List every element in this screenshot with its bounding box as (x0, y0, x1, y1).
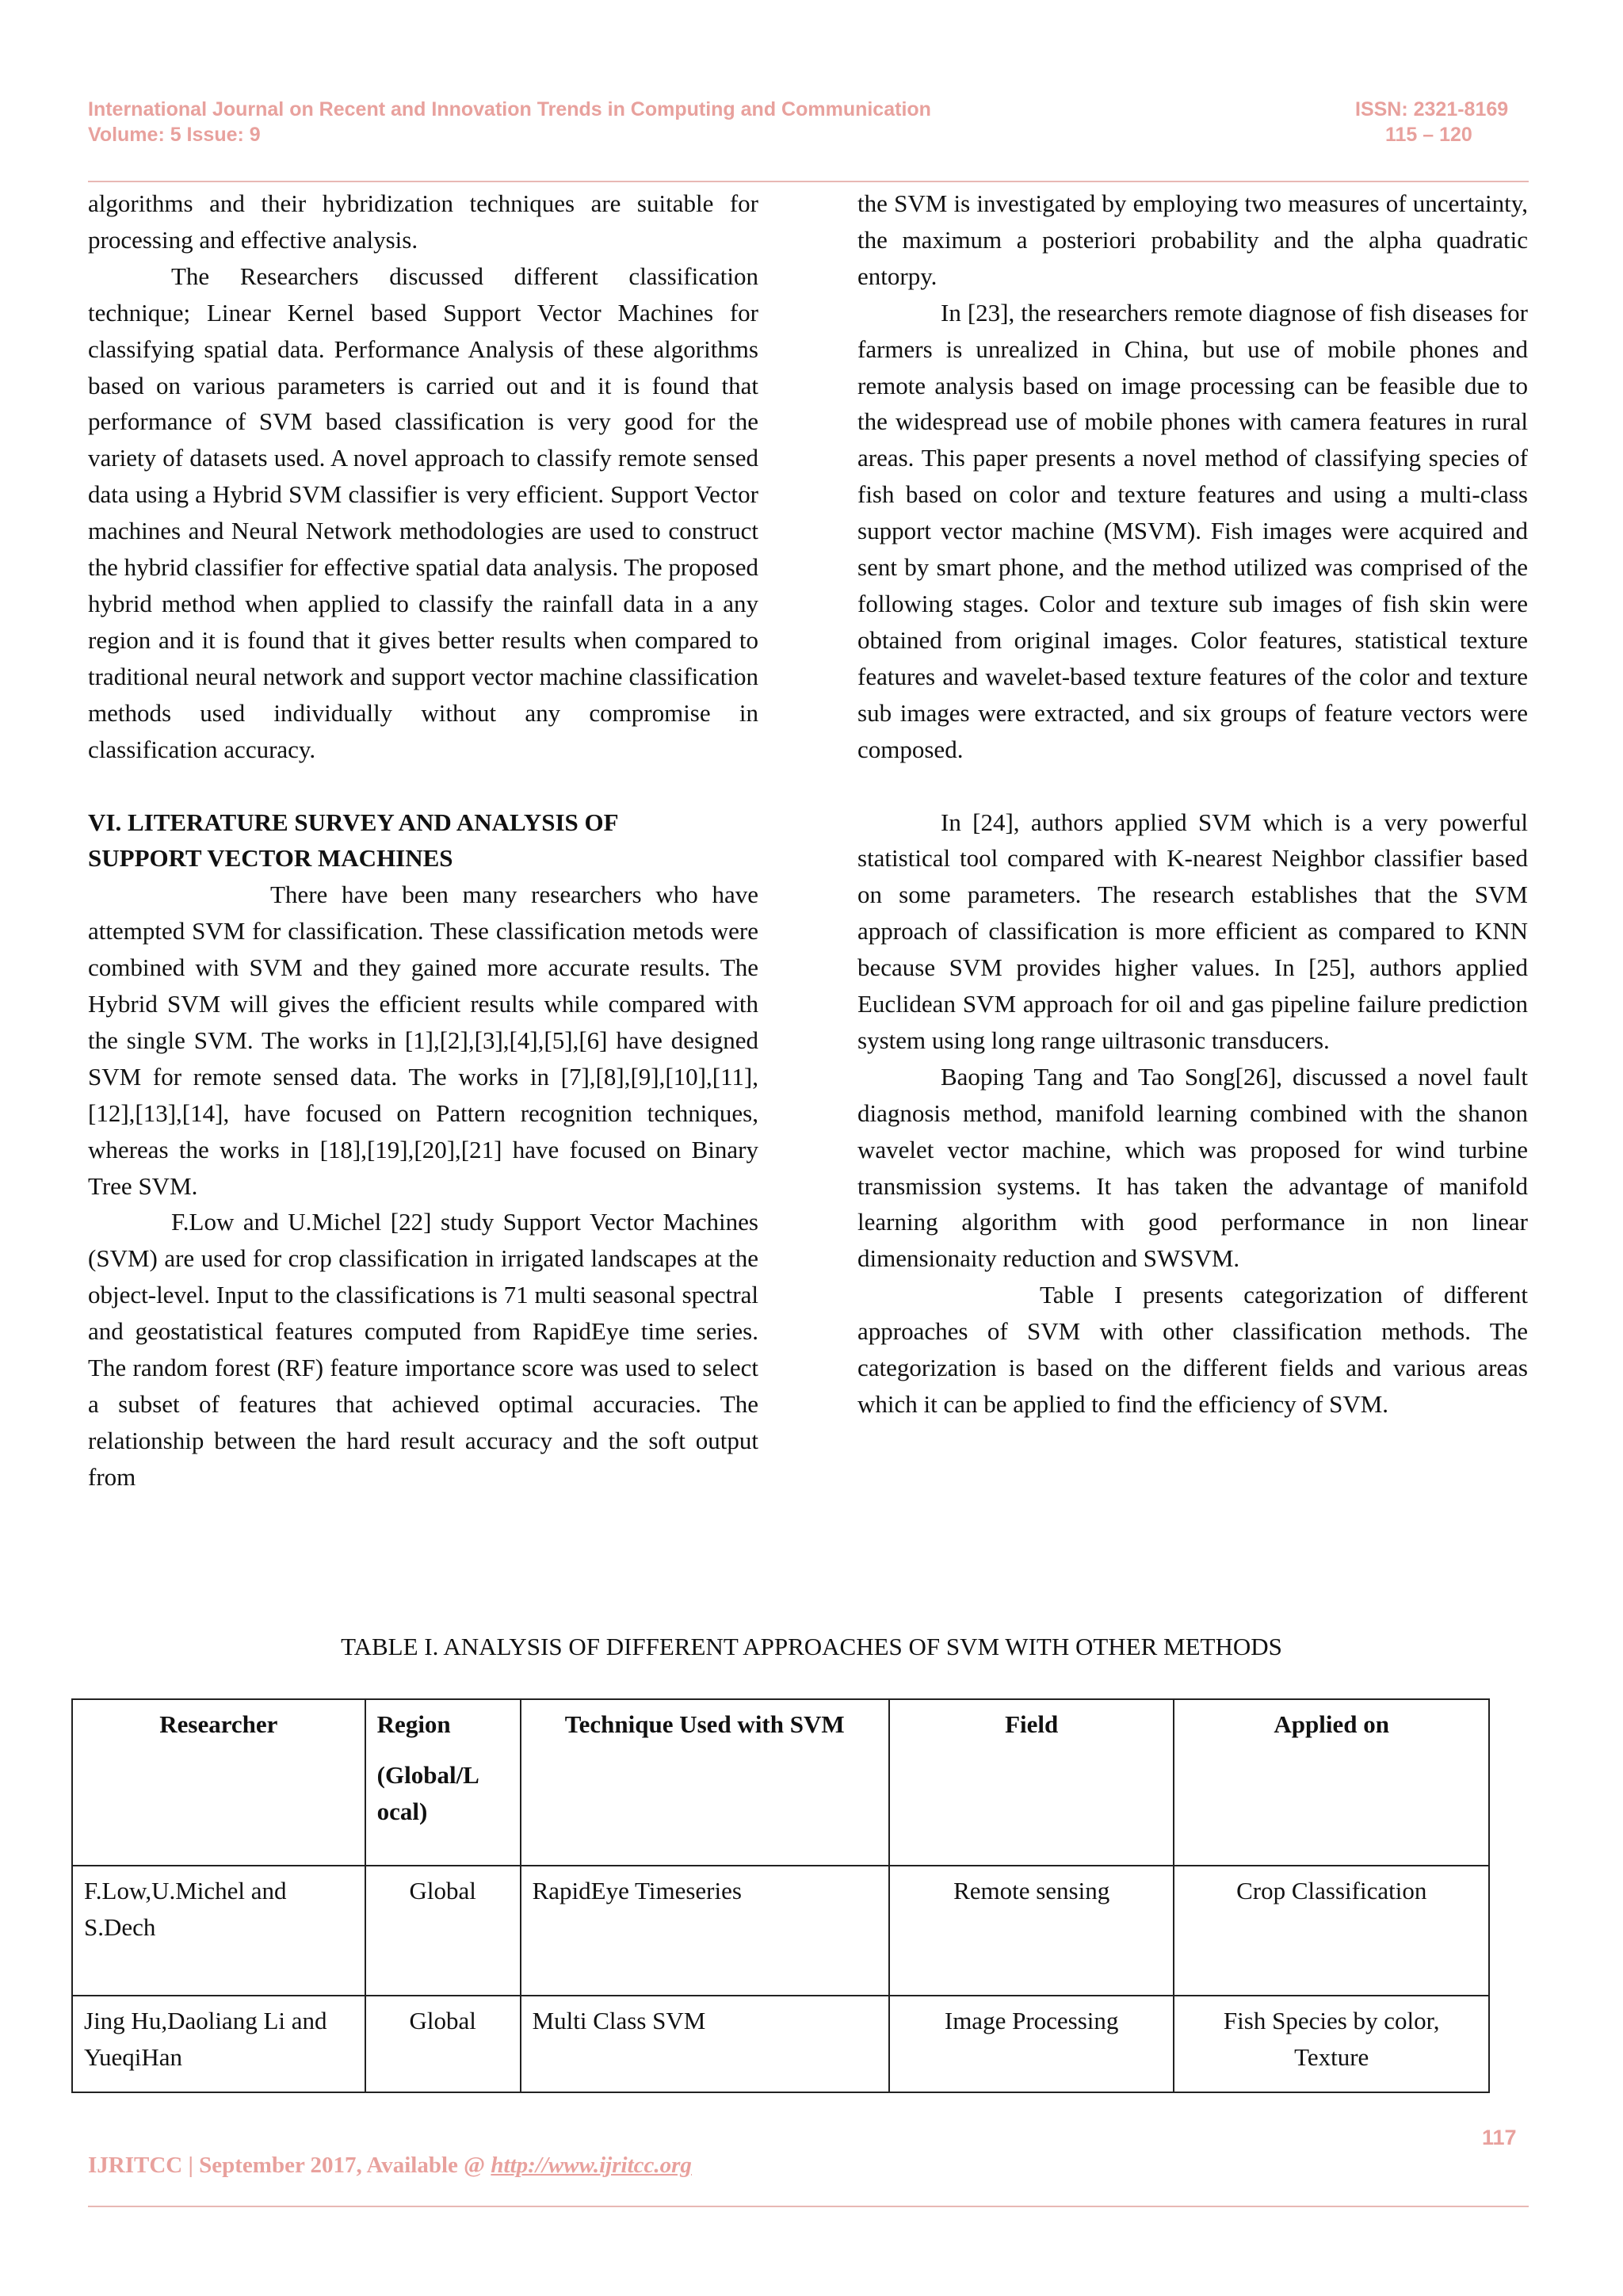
cell-researcher: Jing Hu,Daoliang Li and YueqiHan (72, 1996, 365, 2092)
paragraph: In [24], authors applied SVM which is a very powerful statistical tool compared with K-nearest Neighbor classifier based on some parameters. The research establishes that the SVM approach of classification is more efficient as compared to KNN because SVM provides higher values. In [25], authors applied Euclidean SVM approach for oil and gas pipeline failure prediction system using long range uiltrasonic transducers. (857, 808, 1528, 1054)
cell-field: Remote sensing (889, 1866, 1174, 1996)
left-column (88, 185, 758, 1496)
table-row (72, 1996, 1489, 2092)
paragraph: Table I presents categorization of different approaches of SVM with other classification methods. The categorization is based on the different fields and various areas which it can be applied to find the efficiency of SVM. (857, 1281, 1528, 1418)
journal-header (88, 97, 931, 147)
journal-issn: ISSN: 2321-8169 (1355, 98, 1509, 120)
cell-technique: RapidEye Timeseries (521, 1866, 889, 1996)
table-header-row (72, 1699, 1489, 1866)
section-title: SUPPORT VECTOR MACHINES (88, 844, 453, 873)
footer-divider (88, 2206, 1529, 2207)
paragraph: F.Low and U.Michel [22] study Support Vector Machines (SVM) are used for crop classification in irrigated landscapes at the object-level. Input to the classifications is 71 multi seasonal spectral and geostatistical features computed from RapidEye time series. The random forest (RF) feature importance score was used to select a subset of features that achieved optimal accuracies. The relationship between the hard result accuracy and the soft output from (88, 1208, 758, 1491)
spacer (857, 768, 1528, 804)
section-title: VI. LITERATURE SURVEY AND ANALYSIS OF (88, 808, 619, 836)
paragraph: The Researchers discussed different classification technique; Linear Kernel based Support Vector Machines for classifying spatial data. Performance Analysis of these algorithms based on various parameters is carried out and it is found that performance of SVM based classification is very good for the variety of datasets used. A novel approach to classify remote sensed data using a Hybrid SVM classifier is very efficient. Support Vector machines and Neural Network methodologies are used to construct the hybrid classifier for effective spatial data analysis. The proposed hybrid method when applied to classify the rainfall data in a any region and it is found that it gives better results when compared to traditional neural network and support vector machine classification methods used individually without any compromise in classification accuracy. (88, 262, 758, 763)
footer (88, 2153, 692, 2179)
journal-page-range: 115 – 120 (1385, 124, 1472, 146)
header-field: Field (889, 1699, 1174, 1866)
header-divider (88, 181, 1529, 182)
journal-title: International Journal on Recent and Innovation Trends in Computing and Communication (88, 98, 931, 120)
table-caption: TABLE I. ANALYSIS OF DIFFERENT APPROACHES OF SVM WITH OTHER METHODS (341, 1633, 1282, 1660)
header-region-line: (Global/L (376, 1761, 479, 1789)
journal-issn-block (1355, 97, 1529, 147)
table-row (72, 1866, 1489, 1996)
cell-region: Global (365, 1996, 521, 2092)
paragraph: In [23], the researchers remote diagnose of fish diseases for farmers is unrealized in China, but use of mobile phones and remote analysis based on image processing can be feasible due to the widespread use of mobile phones with camera features in rural areas. This paper presents a novel method of classifying species of fish based on color and texture features and using a multi-class support vector machine (MSVM). Fish images were acquired and sent by smart phone, and the method utilized was comprised of the following stages. Color and texture sub images of fish skin were obtained from original images. Color features, statistical texture features and wavelet-based texture features of the color and texture sub images were extracted, and six groups of feature vectors were composed. (857, 298, 1528, 763)
cell-researcher: F.Low,U.Michel and S.Dech (72, 1866, 365, 1996)
header-technique: Technique Used with SVM (521, 1699, 889, 1866)
paragraph: There have been many researchers who have attempted SVM for classification. These classification metods were combined with SVM and they gained more accurate results. The Hybrid SVM will gives the efficient results while compared with the single SVM. The works in [1],[2],[3],[4],[5],[6] have designed SVM for remote sensed data. The works in [7],[8],[9],[10],[11],[12],[13],[14], have focused on Pattern recognition techniques, whereas the works in [18],[19],[20],[21] have focused on Binary Tree SVM. (88, 881, 758, 1200)
cell-applied-on: Fish Species by color, Texture (1174, 1996, 1489, 2092)
footer-link[interactable]: http://www.ijritcc.org (491, 2153, 692, 2178)
paragraph: the SVM is investigated by employing two measures of uncertainty, the maximum a posteriori probability and the alpha quadratic entorpy. (857, 189, 1528, 290)
header-region (365, 1699, 521, 1866)
cell-technique: Multi Class SVM (521, 1996, 889, 2092)
spacer (88, 768, 758, 804)
header-region-line: ocal) (376, 1797, 428, 1825)
paragraph: algorithms and their hybridization techniques are suitable for processing and effective analysis. (88, 189, 758, 254)
footer-text: IJRITCC | September 2017, Available @ (88, 2153, 491, 2178)
header-region-line: Region (376, 1710, 451, 1738)
cell-region: Global (365, 1866, 521, 1996)
header-researcher: Researcher (72, 1699, 365, 1866)
cell-applied-on: Crop Classification (1174, 1866, 1489, 1996)
paragraph: Baoping Tang and Tao Song[26], discussed a novel fault diagnosis method, manifold learning combined with the shanon wavelet vector machine, which was proposed for wind turbine transmission systems. It has taken the advantage of manifold learning algorithm with good performance in non linear dimensionaity reduction and SWSVM. (857, 1062, 1528, 1273)
right-column (857, 185, 1528, 1423)
cell-field: Image Processing (889, 1996, 1174, 2092)
svm-approaches-table (71, 1698, 1490, 2093)
journal-volume: Volume: 5 Issue: 9 (88, 124, 261, 146)
page-number: 117 (1482, 2126, 1517, 2149)
header-applied-on: Applied on (1174, 1699, 1489, 1866)
